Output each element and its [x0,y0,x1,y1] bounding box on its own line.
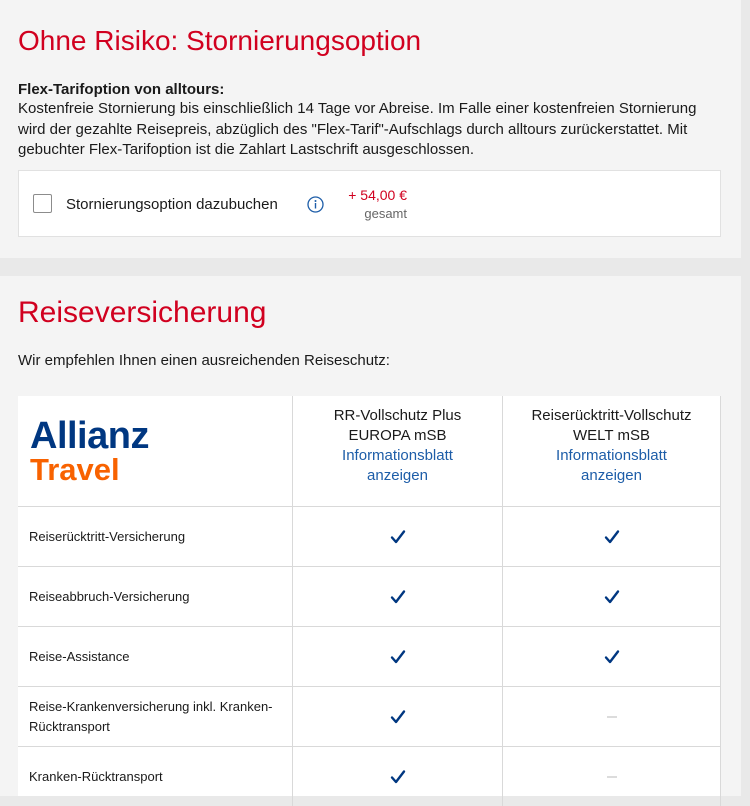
insurance-title: Reiseversicherung [18,296,267,329]
checkmark-icon [604,529,620,545]
dash-icon [607,716,617,718]
checkmark-icon [390,649,406,665]
storno-checkbox[interactable] [33,194,52,213]
table-row [18,746,721,806]
flex-tarif-heading: Flex-Tarifoption von alltours: [18,81,225,98]
product-name-1-line2: EUROPA mSB [348,427,447,444]
table-row [18,626,721,686]
checkmark-icon [390,769,406,785]
insurance-recommendation: Wir empfehlen Ihnen einen ausreichenden Reiseschutz: [18,352,390,369]
info-sheet-link-2-line1[interactable]: Informationsblatt [556,447,667,464]
product-header-1 [292,396,502,506]
row-label: Reiserücktritt-Versicherung [29,528,186,544]
row-cell-product-1 [292,567,502,626]
row-cell-product-2 [502,627,721,686]
product-name-2-line2: WELT mSB [573,427,650,444]
row-label: Reise-Krankenversicherung inkl. Kranken-Rücktransport [29,698,273,734]
row-cell-product-1 [292,627,502,686]
insurance-section [0,276,741,796]
info-sheet-link-1[interactable] [293,446,502,486]
logo-travel-text: Travel [30,452,120,487]
row-cell-product-2 [502,747,721,806]
storno-title: Ohne Risiko: Stornierungsoption [18,25,422,56]
info-sheet-link-2-line2[interactable]: anzeigen [581,467,642,484]
row-cell-product-1 [292,507,502,566]
info-sheet-link-1-line1[interactable]: Informationsblatt [342,447,453,464]
row-cell-product-1 [292,747,502,806]
product-name-1-line1: RR-Vollschutz Plus [333,407,462,424]
row-cell-product-2 [502,567,721,626]
checkmark-icon [390,709,406,725]
info-icon[interactable] [307,196,324,213]
row-label: Reise-Assistance [29,648,130,664]
row-cell-product-1 [292,687,502,746]
table-row [18,566,721,626]
row-label: Reiseabbruch-Versicherung [29,588,190,604]
checkmark-icon [604,589,620,605]
flex-tarif-description: Kostenfreie Stornierung bis einschließlich 14 Tage vor Abreise. Im Falle einer kostenfreien Stornierung wird der gezahlte Reisepreis, abzüglich des "Flex-Tarif"-Aufschlags durch alltours zurückerstattet. Mit gebuchter Flex-Tarifoption ist die Zahlart Lastschrift ausgeschlossen. [18,100,697,158]
checkmark-icon [390,589,406,605]
storno-price: + 54,00 € [348,187,407,203]
checkmark-icon [604,649,620,665]
table-row [18,506,721,566]
storno-option-label[interactable]: Stornierungsoption dazubuchen [66,196,278,213]
row-label: Kranken-Rücktransport [29,768,163,784]
insurance-comparison-table [18,396,721,796]
dash-icon [607,776,617,778]
allianz-travel-logo [30,416,180,486]
logo-cell [18,396,292,506]
storno-price-note: gesamt [364,206,407,221]
product-name-2-line1: Reiserücktritt-Vollschutz [531,407,692,424]
product-header-2 [502,396,721,506]
checkmark-icon [390,529,406,545]
row-cell-product-2 [502,507,721,566]
info-sheet-link-1-line2[interactable]: anzeigen [367,467,428,484]
storno-option-box[interactable] [18,170,721,237]
storno-section [0,0,741,258]
row-cell-product-2 [502,687,721,746]
logo-allianz-text: Allianz [30,415,149,457]
table-row [18,686,721,746]
info-sheet-link-2[interactable] [503,446,720,486]
